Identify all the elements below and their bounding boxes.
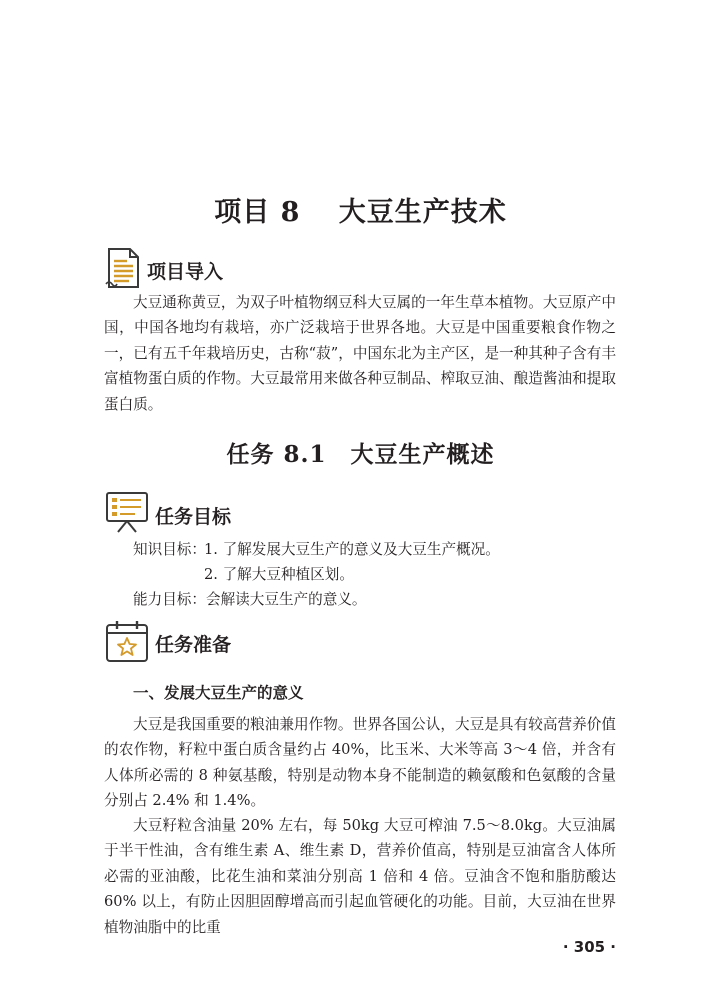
section-subheading: 一、发展大豆生产的意义 — [133, 684, 304, 702]
document-icon — [103, 246, 143, 290]
calendar-star-icon — [104, 618, 150, 664]
preparation-title: 任务准备 — [155, 634, 232, 656]
project-title: 项目 8 大豆生产技术 — [214, 197, 507, 228]
intro-paragraph: 大豆通称黄豆，为双子叶植物纲豆科大豆属的一年生草本植物。大豆原产中国，中国各地均有栽培，亦广泛栽培于世界各地。大豆是中国重要粮食作物之一，已有五千年栽培历史，古称“菽”，中国东北为主产区，是一种其种子含有丰富植物蛋白质的作物。大豆最常用来做各种豆制品、榨取豆油、酿造酱油和提取蛋白质。 — [104, 294, 616, 413]
intro-title: 项目导入 — [147, 261, 224, 283]
ability-goal: 能力目标：会解读大豆生产的意义。 — [133, 591, 367, 608]
knowledge-item-2: 2. 了解大豆种植区划。 — [204, 566, 354, 583]
preparation-paragraph-2: 大豆籽粒含油量 20% 左右，每 50kg 大豆可榨油 7.5～8.0kg。大豆油属于半干性油，含有维生素 A、维生素 D，营养价值高，特别是豆油富含人体所必需的亚油酸，比花生油和菜油分别高 1 倍和 4 倍。豆油含不饱和脂肪酸达 60% 以上，有防止因胆固醇增高而引起血管硬化的功能。目前，大豆油在世界植物油脂中的比重 — [104, 817, 616, 936]
knowledge-label: 知识目标： — [133, 541, 206, 558]
presentation-board-icon — [104, 490, 150, 534]
objectives-title: 任务目标 — [155, 506, 232, 528]
page-number: · 305 · — [562, 938, 616, 956]
knowledge-item-1: 1. 了解发展大豆生产的意义及大豆生产概况。 — [204, 541, 500, 558]
preparation-paragraph-1: 大豆是我国重要的粮油兼用作物。世界各国公认，大豆是具有较高营养价值的农作物，籽粒中蛋白质含量约占 40%，比玉米、大米等高 3～4 倍，并含有人体所必需的 8 种氨基酸，特别是动物本身不能制造的赖氨酸和色氨酸的含量分别占 2.4% 和 1.4%。 — [104, 716, 616, 810]
task-title: 任务 8.1 大豆生产概述 — [226, 441, 495, 468]
